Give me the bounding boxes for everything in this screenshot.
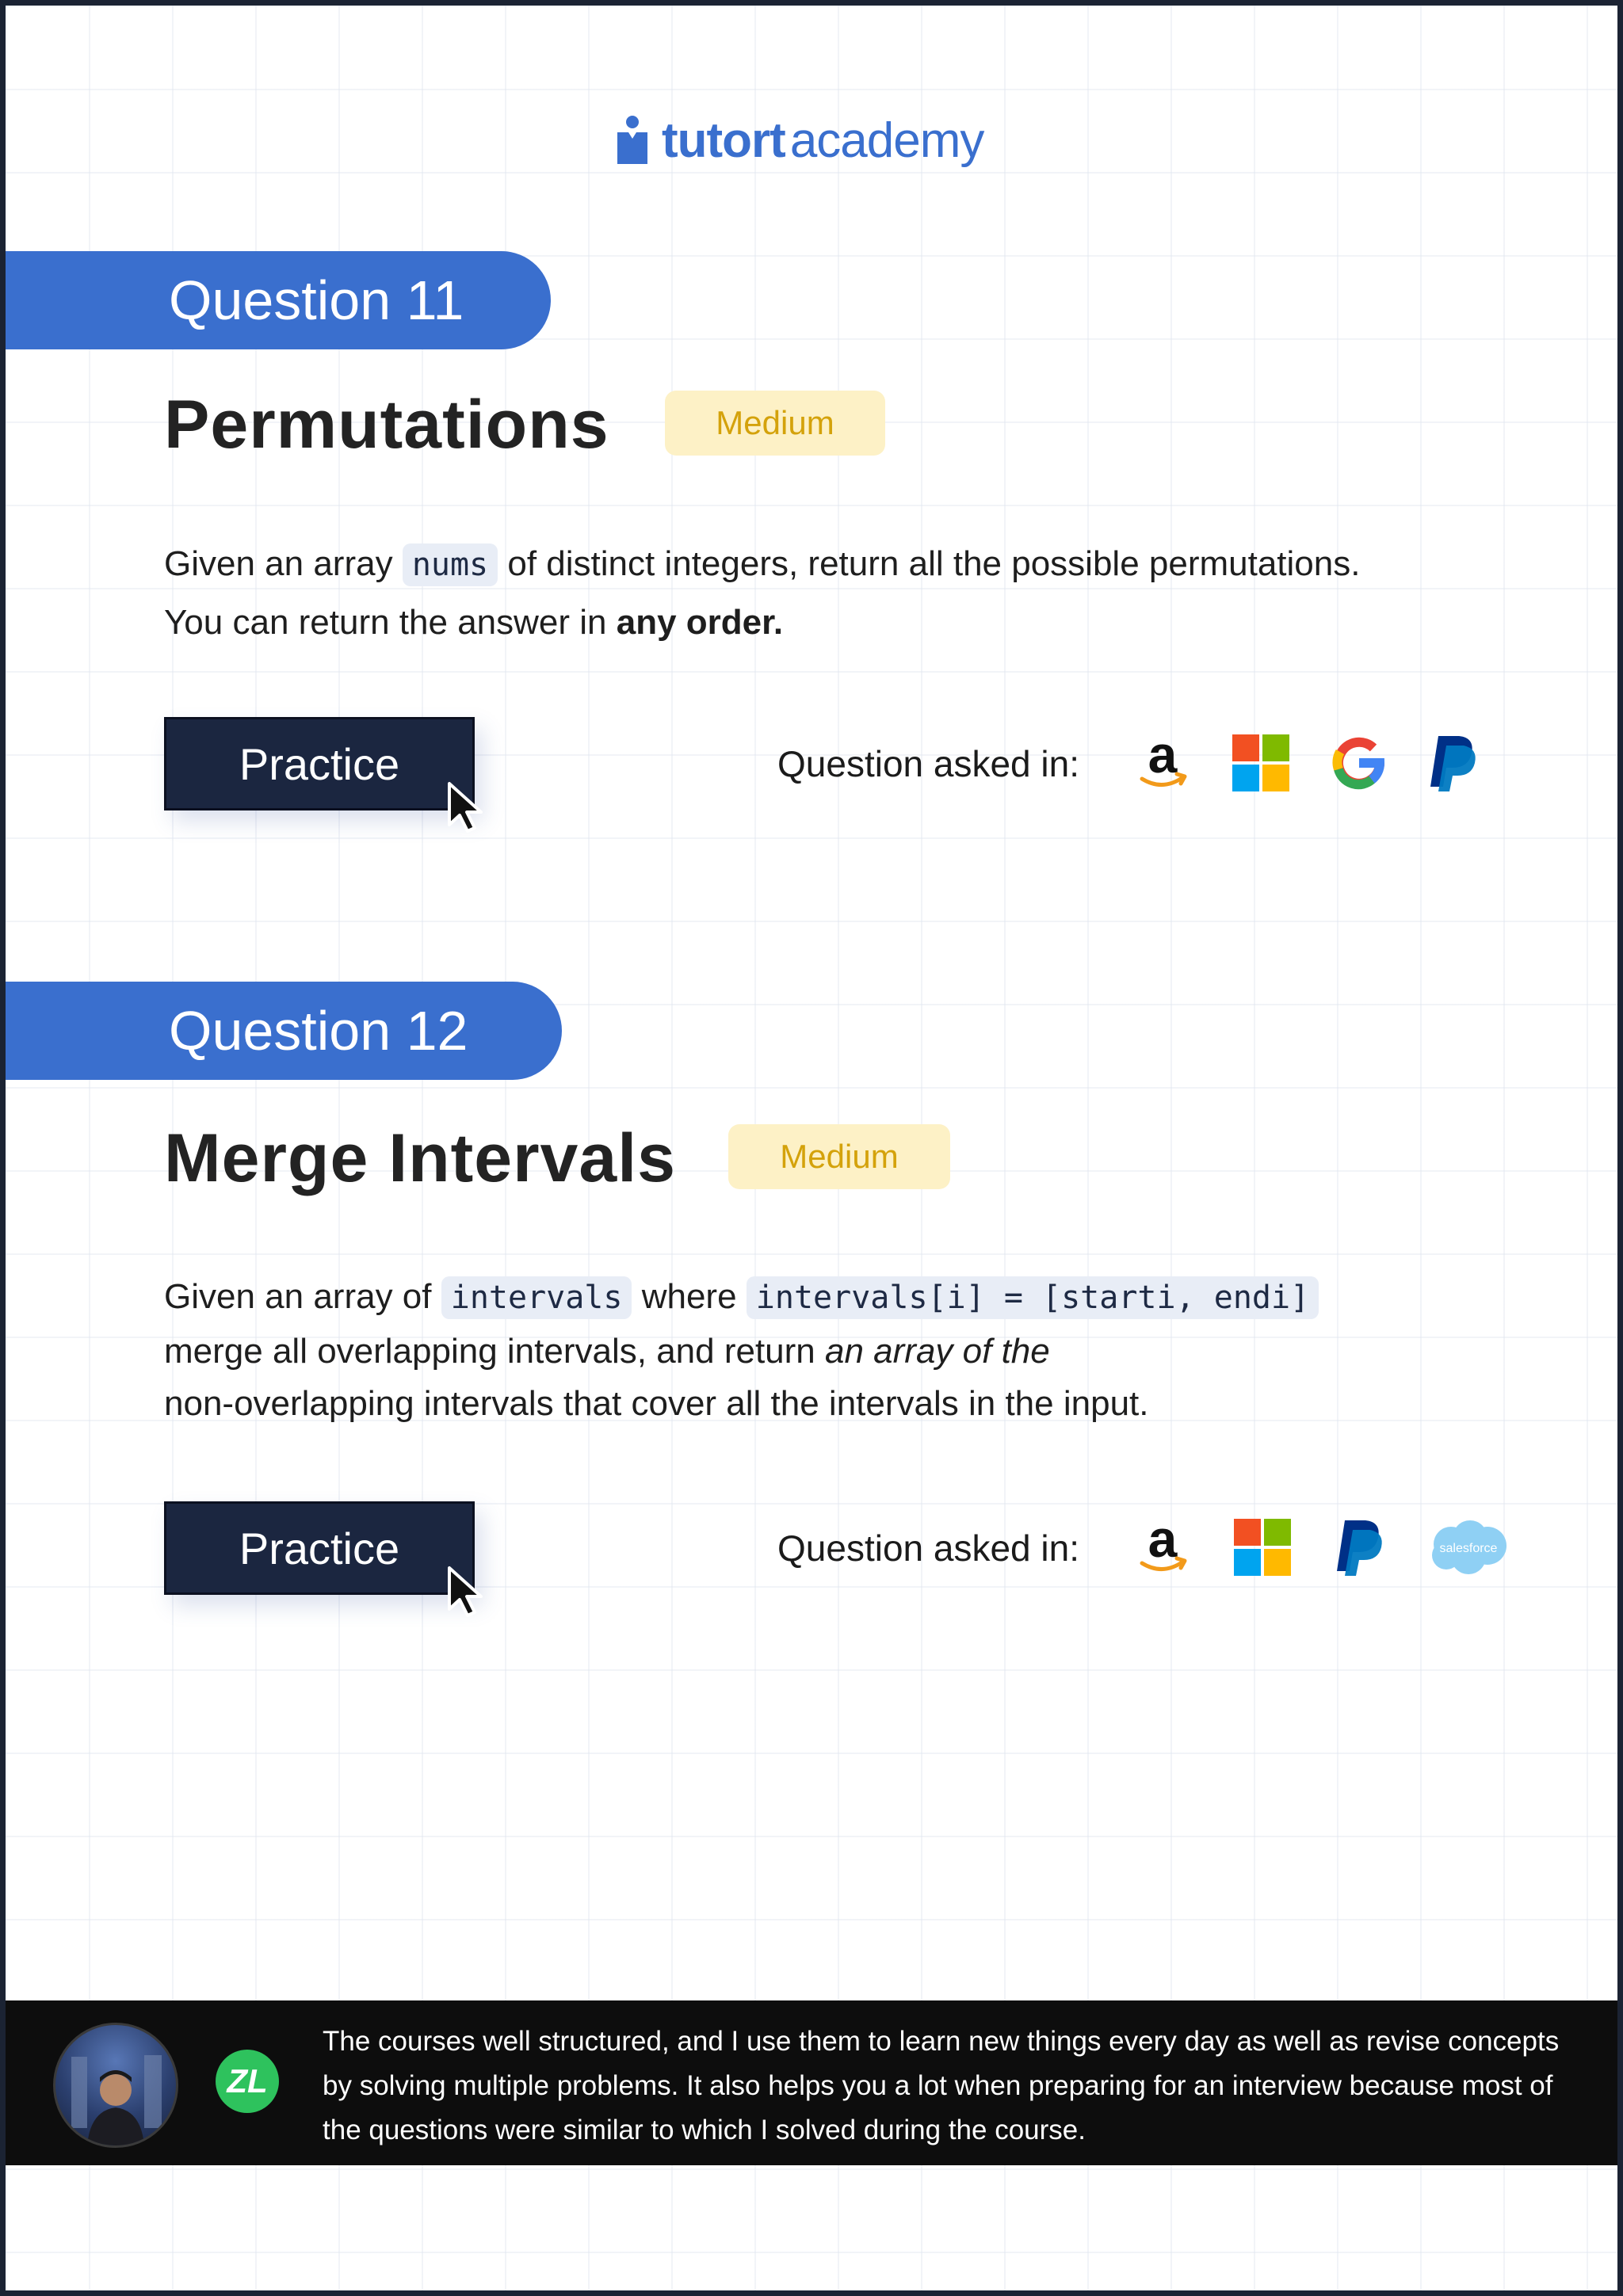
zl-logo-icon: ZL: [216, 2050, 279, 2113]
microsoft-icon: [1229, 731, 1293, 795]
amazon-icon: [1131, 731, 1194, 795]
logo-text-bold: tutort: [662, 113, 785, 168]
tutort-logo-icon: [616, 115, 649, 166]
desc-text: Given an array: [164, 544, 403, 583]
question-title: Permutations: [164, 387, 609, 463]
question-title: Merge Intervals: [164, 1120, 676, 1196]
microsoft-icon: [1231, 1516, 1294, 1579]
desc-text: merge all overlapping intervals, and return: [164, 1332, 826, 1371]
mouse-cursor-icon: [446, 1565, 489, 1619]
desc-italic-text: an array of the: [825, 1332, 1050, 1371]
question-description: [164, 535, 1360, 652]
question-banner: Question 11: [6, 251, 551, 349]
desc-bold-text: any order.: [616, 603, 784, 642]
difficulty-badge: Medium: [728, 1124, 950, 1189]
asked-in-label: Question asked in:: [777, 743, 1080, 784]
code-snippet: intervals[i] = [starti, endi]: [747, 1276, 1319, 1319]
page: [6, 6, 1617, 2290]
salesforce-icon: [1424, 1516, 1513, 1579]
asked-in-label: Question asked in:: [777, 1527, 1080, 1569]
question-description: [164, 1268, 1319, 1430]
practice-button[interactable]: Practice: [164, 717, 475, 810]
salesforce-wordmark: salesforce: [1439, 1542, 1498, 1555]
google-icon: [1327, 731, 1391, 795]
paypal-icon: [1421, 731, 1484, 795]
difficulty-badge: Medium: [665, 391, 885, 456]
tutort-logo: [616, 109, 983, 172]
code-snippet: intervals: [441, 1276, 632, 1319]
code-snippet: nums: [403, 543, 498, 586]
testimonial-banner: [6, 2000, 1617, 2165]
paypal-icon: [1327, 1516, 1391, 1579]
practice-button[interactable]: Practice: [164, 1501, 475, 1595]
question-banner: Question 12: [6, 982, 562, 1080]
desc-text: non-overlapping intervals that cover all the intervals in the input.: [164, 1384, 1149, 1423]
testimonial-text: The courses well structured, and I use them to learn new things every day as well as revise concepts by solving multiple problems. It also helps you a lot when preparing for an interview because most of the questions were similar to which I solved during the course.: [323, 2026, 1560, 2145]
amazon-icon: [1131, 1516, 1194, 1579]
logo-text-light: academy: [789, 113, 984, 168]
mouse-cursor-icon: [446, 780, 489, 834]
svg-text:a: a: [1148, 1516, 1178, 1568]
desc-text: You can return the answer in: [164, 603, 617, 642]
desc-text: Given an array of: [164, 1277, 441, 1316]
avatar-photo: [55, 2025, 176, 2145]
avatar: [53, 2023, 178, 2148]
desc-text: of distinct integers, return all the possible permutations.: [498, 544, 1361, 583]
desc-text: where: [632, 1277, 747, 1316]
svg-text:a: a: [1148, 731, 1178, 784]
